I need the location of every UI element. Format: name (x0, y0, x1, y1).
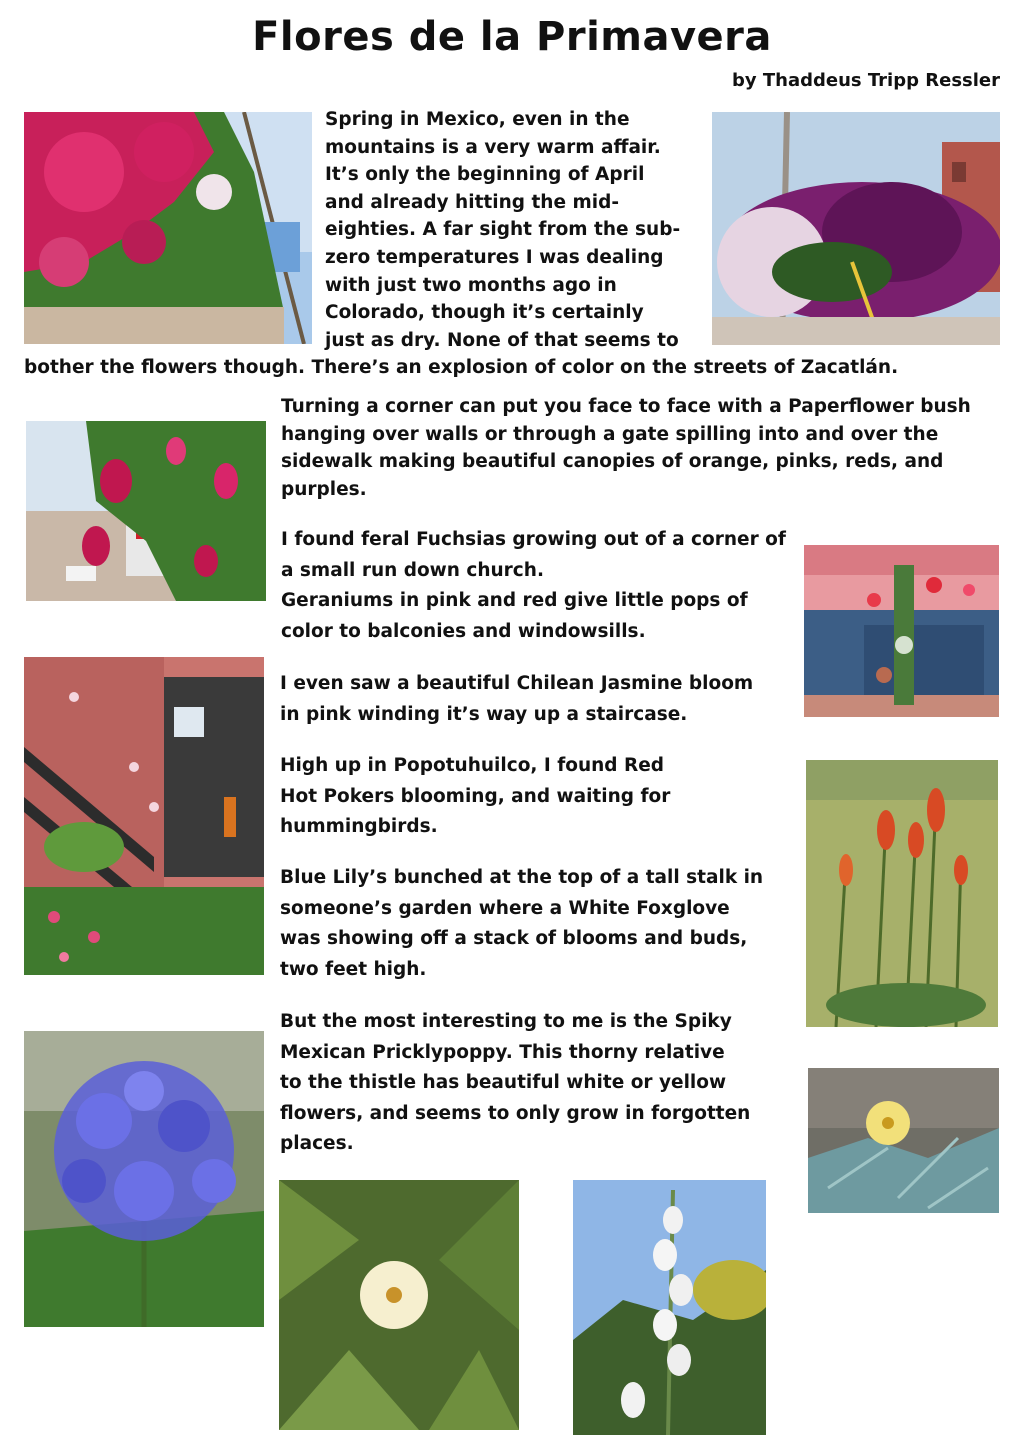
text-line: I found feral Fuchsias growing out of a corner of (281, 529, 786, 550)
purple-bougainvillea-photo (712, 112, 1000, 345)
poppy-paragraph (280, 1007, 750, 1160)
lily-paragraph (280, 863, 763, 985)
text-line: hummingbirds. (280, 816, 438, 838)
text-line: sidewalk making beautiful canopies of orange, pinks, reds, and (281, 451, 944, 473)
article-byline: by Thaddeus Tripp Ressler (731, 70, 1000, 91)
text-line: hanging over walls or through a gate spilling into and over the (281, 423, 939, 445)
text-line: Geraniums in pink and red give little pops of (281, 590, 748, 612)
geranium-balcony-photo (804, 545, 999, 717)
intro-paragraph (325, 106, 680, 354)
text-line: It’s only the beginning of April (325, 164, 645, 186)
article-title: Flores de la Primavera (252, 14, 772, 60)
text-line: mountains is a very warm affair. (325, 136, 661, 158)
text-line: Blue Lily’s bunched at the top of a tall stalk in (280, 867, 764, 888)
text-line: was showing off a stack of blooms and buds, (280, 928, 748, 950)
fuchsia-paragraph (281, 525, 786, 647)
text-line: in pink winding it’s way up a staircase. (280, 703, 688, 725)
text-line: But the most interesting to me is the Spiky (280, 1011, 732, 1032)
jasmine-staircase-photo (24, 657, 264, 975)
text-line: Hot Pokers blooming, and waiting for (280, 785, 671, 807)
text-line: a small run down church. (281, 559, 544, 581)
text-line: color to balconies and windowsills. (281, 620, 646, 642)
text-line: places. (280, 1133, 354, 1155)
text-line: and already hitting the mid- (325, 191, 619, 213)
text-line: Spring in Mexico, even in the (325, 109, 630, 130)
text-line: to the thistle has beautiful white or yellow (280, 1072, 727, 1094)
text-line: Colorado, though it’s certainly (325, 302, 644, 324)
text-line: Turning a corner can put you face to face with a Paperflower bush (281, 396, 971, 417)
text-line: High up in Popotuhuilco, I found Red (280, 755, 665, 776)
white-foxglove-photo (573, 1180, 766, 1435)
fuchsia-street-photo (26, 421, 266, 601)
intro-last-line: bother the flowers though. There’s an explosion of color on the streets of Zacatlán. (24, 357, 899, 378)
blue-lily-photo (24, 1031, 264, 1327)
pokers-paragraph (280, 751, 670, 843)
text-line: I even saw a beautiful Chilean Jasmine bloom (280, 673, 754, 694)
bougainvillea-wall-photo (24, 112, 312, 344)
red-hot-pokers-photo (806, 760, 998, 1027)
text-line: two feet high. (280, 958, 427, 980)
text-line: purples. (281, 478, 367, 500)
text-line: just as dry. None of that seems to (325, 329, 679, 351)
text-line: Mexican Pricklypoppy. This thorny relative (280, 1041, 725, 1063)
jasmine-paragraph (280, 669, 753, 730)
text-line: someone’s garden where a White Foxglove (280, 897, 730, 919)
white-pricklypoppy-photo (279, 1180, 519, 1430)
paperflower-paragraph (281, 393, 971, 503)
text-line: zero temperatures I was dealing (325, 246, 664, 268)
text-line: with just two months ago in (325, 274, 617, 296)
yellow-pricklypoppy-photo (808, 1068, 999, 1213)
text-line: eighties. A far sight from the sub- (325, 219, 681, 241)
text-line: flowers, and seems to only grow in forgotten (280, 1102, 751, 1124)
